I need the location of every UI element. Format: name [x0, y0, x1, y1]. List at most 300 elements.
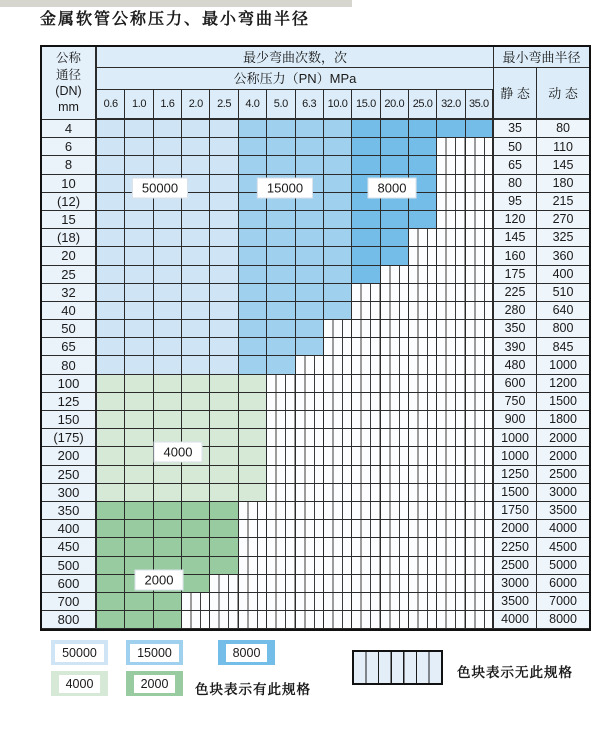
spec-cell [296, 120, 324, 138]
spec-cell [182, 538, 210, 556]
no-spec-cell [437, 211, 465, 229]
spec-cell [182, 120, 210, 138]
spec-cell [324, 175, 352, 193]
no-spec-cell [466, 466, 494, 484]
spec-cell [125, 502, 153, 520]
no-spec-cell [466, 156, 494, 174]
spec-cell [324, 247, 352, 265]
spec-cell [381, 138, 409, 156]
no-spec-cell [409, 447, 437, 465]
dn-cell-450: 450 [42, 538, 97, 556]
dynamic-radius-cell: 4500 [537, 538, 589, 556]
no-spec-cell [409, 229, 437, 247]
no-spec-cell [437, 538, 465, 556]
static-radius-cell: 750 [494, 393, 537, 411]
spec-cell [182, 266, 210, 284]
spec-cell [239, 284, 267, 302]
spec-cell [154, 466, 182, 484]
no-spec-cell [466, 284, 494, 302]
spec-cell [352, 266, 380, 284]
legend-chip-label: 15000 [130, 644, 179, 662]
spec-cell [154, 593, 182, 611]
no-spec-cell [437, 502, 465, 520]
spec-cell [210, 175, 238, 193]
no-spec-cell [381, 447, 409, 465]
no-spec-cell [267, 502, 295, 520]
spec-cell [97, 611, 125, 629]
spec-cell [210, 302, 238, 320]
no-spec-cell [352, 611, 380, 629]
spec-cell [210, 156, 238, 174]
no-spec-cell [466, 447, 494, 465]
no-spec-cell [267, 447, 295, 465]
no-spec-cell [437, 175, 465, 193]
no-spec-cell [466, 429, 494, 447]
spec-cell [239, 302, 267, 320]
no-spec-cell [324, 411, 352, 429]
static-radius-cell: 1750 [494, 502, 537, 520]
no-spec-cell [324, 484, 352, 502]
no-spec-cell [324, 520, 352, 538]
spec-cell [125, 538, 153, 556]
cycles-overlay-label-2000: 2000 [135, 570, 184, 591]
corner-header-line: (DN) [55, 84, 82, 98]
spec-cell [125, 411, 153, 429]
no-spec-cell [352, 447, 380, 465]
static-column-header: 静 态 [494, 68, 537, 120]
spec-cell [125, 320, 153, 338]
dynamic-radius-cell: 325 [537, 229, 589, 247]
no-spec-cell [324, 538, 352, 556]
no-spec-cell [296, 466, 324, 484]
no-spec-cell [381, 320, 409, 338]
no-spec-cell [296, 411, 324, 429]
static-radius-cell: 480 [494, 356, 537, 374]
spec-cell [97, 575, 125, 593]
spec-cell [97, 156, 125, 174]
spec-cell [154, 138, 182, 156]
no-spec-cell [466, 557, 494, 575]
no-spec-cell [296, 502, 324, 520]
no-spec-cell [267, 520, 295, 538]
dn-cell-350: 350 [42, 502, 97, 520]
no-spec-cell [267, 411, 295, 429]
no-spec-cell [437, 138, 465, 156]
no-spec-cell [437, 393, 465, 411]
spec-cell [324, 120, 352, 138]
no-spec-cell [466, 502, 494, 520]
no-spec-cell [409, 557, 437, 575]
spec-cell [97, 393, 125, 411]
spec-cell [267, 229, 295, 247]
spec-cell [210, 411, 238, 429]
static-radius-cell: 1500 [494, 484, 537, 502]
dn-cell-(18): (18) [42, 229, 97, 247]
spec-cell [154, 338, 182, 356]
no-spec-cell [437, 447, 465, 465]
static-radius-cell: 1250 [494, 466, 537, 484]
no-spec-cell [210, 575, 238, 593]
dynamic-radius-cell: 845 [537, 338, 589, 356]
static-radius-cell: 390 [494, 338, 537, 356]
dn-cell-25: 25 [42, 266, 97, 284]
static-radius-cell: 900 [494, 411, 537, 429]
spec-cell [182, 575, 210, 593]
dn-cell-150: 150 [42, 411, 97, 429]
no-spec-cell [182, 593, 210, 611]
spec-cell [154, 156, 182, 174]
no-spec-cell [437, 429, 465, 447]
bend-cycles-header: 最少弯曲次数，次 [97, 47, 494, 68]
legend-chip-50000 [51, 640, 108, 665]
no-spec-cell [352, 320, 380, 338]
no-spec-cell [239, 538, 267, 556]
no-spec-cell [352, 338, 380, 356]
spec-cell [125, 266, 153, 284]
no-spec-cell [381, 411, 409, 429]
spec-cell [210, 284, 238, 302]
spec-cell [352, 247, 380, 265]
spec-cell [210, 557, 238, 575]
spec-cell [97, 193, 125, 211]
no-spec-cell [437, 611, 465, 629]
no-spec-cell [296, 429, 324, 447]
no-spec-cell [381, 593, 409, 611]
dynamic-radius-cell: 2500 [537, 466, 589, 484]
static-radius-cell: 145 [494, 229, 537, 247]
pressure-tick-2.0: 2.0 [182, 90, 210, 120]
spec-cell [97, 138, 125, 156]
spec-cell [97, 120, 125, 138]
no-spec-cell [239, 611, 267, 629]
no-spec-cell [381, 557, 409, 575]
spec-cell [210, 520, 238, 538]
no-spec-cell [324, 611, 352, 629]
spec-cell [97, 557, 125, 575]
pressure-tick-2.5: 2.5 [210, 90, 238, 120]
spec-cell [182, 466, 210, 484]
spec-cell [210, 138, 238, 156]
min-bend-radius-header: 最小弯曲半径 [494, 47, 589, 68]
spec-cell [97, 211, 125, 229]
no-spec-cell [267, 393, 295, 411]
spec-cell [97, 429, 125, 447]
spec-cell [239, 247, 267, 265]
no-spec-cell [437, 338, 465, 356]
spec-cell [324, 193, 352, 211]
spec-cell [154, 520, 182, 538]
spec-cell [267, 138, 295, 156]
static-radius-cell: 1000 [494, 447, 537, 465]
no-spec-cell [381, 484, 409, 502]
spec-cell [125, 429, 153, 447]
no-spec-cell [437, 356, 465, 374]
no-spec-cell [239, 502, 267, 520]
no-spec-cell [466, 247, 494, 265]
no-spec-cell [409, 611, 437, 629]
dynamic-radius-cell: 80 [537, 120, 589, 138]
spec-cell [154, 356, 182, 374]
spec-cell [210, 447, 238, 465]
spec-cell [352, 229, 380, 247]
no-spec-cell [324, 429, 352, 447]
no-spec-cell [381, 393, 409, 411]
no-spec-cell [437, 229, 465, 247]
pressure-tick-20.0: 20.0 [381, 90, 409, 120]
spec-grid [40, 45, 591, 631]
static-radius-cell: 3500 [494, 593, 537, 611]
no-spec-cell [466, 266, 494, 284]
no-spec-cell [324, 466, 352, 484]
static-radius-cell: 4000 [494, 611, 537, 629]
dn-cell-(175): (175) [42, 429, 97, 447]
hose-spec-table [40, 45, 591, 631]
spec-cell [210, 338, 238, 356]
spec-cell [409, 120, 437, 138]
spec-cell [154, 266, 182, 284]
no-spec-cell [381, 302, 409, 320]
spec-cell [125, 338, 153, 356]
no-spec-cell [381, 284, 409, 302]
cycles-overlay-label-15000: 15000 [257, 178, 313, 199]
spec-cell [182, 320, 210, 338]
dn-cell-15: 15 [42, 211, 97, 229]
spec-cell [210, 266, 238, 284]
no-spec-cell [267, 538, 295, 556]
static-radius-cell: 80 [494, 175, 537, 193]
spec-cell [210, 247, 238, 265]
spec-cell [381, 120, 409, 138]
spec-cell [239, 320, 267, 338]
spec-cell [324, 284, 352, 302]
spec-cell [296, 266, 324, 284]
dn-cell-300: 300 [42, 484, 97, 502]
spec-cell [154, 393, 182, 411]
spec-cell [210, 393, 238, 411]
spec-cell [381, 247, 409, 265]
spec-cell [267, 356, 295, 374]
spec-cell [125, 520, 153, 538]
no-spec-cell [437, 156, 465, 174]
spec-cell [154, 120, 182, 138]
no-spec-cell [466, 375, 494, 393]
no-spec-cell [324, 447, 352, 465]
no-spec-cell [352, 557, 380, 575]
dn-cell-100: 100 [42, 375, 97, 393]
dynamic-radius-cell: 2000 [537, 429, 589, 447]
spec-cell [182, 356, 210, 374]
spec-cell [182, 156, 210, 174]
no-spec-cell [352, 538, 380, 556]
spec-cell [296, 156, 324, 174]
no-spec-cell [296, 593, 324, 611]
dn-cell-10: 10 [42, 175, 97, 193]
spec-cell [125, 211, 153, 229]
dynamic-radius-cell: 270 [537, 211, 589, 229]
static-radius-cell: 160 [494, 247, 537, 265]
dynamic-radius-cell: 180 [537, 175, 589, 193]
spec-cell [210, 193, 238, 211]
no-spec-cell [210, 611, 238, 629]
dn-cell-125: 125 [42, 393, 97, 411]
no-spec-cell [466, 138, 494, 156]
no-spec-cell [381, 375, 409, 393]
spec-cell [437, 120, 465, 138]
dn-cell-20: 20 [42, 247, 97, 265]
spec-cell [182, 284, 210, 302]
dn-cell-80: 80 [42, 356, 97, 374]
no-spec-cell [466, 411, 494, 429]
no-spec-cell [466, 356, 494, 374]
spec-cell [97, 593, 125, 611]
dynamic-radius-cell: 1500 [537, 393, 589, 411]
dynamic-radius-cell: 510 [537, 284, 589, 302]
no-spec-cell [324, 593, 352, 611]
no-spec-cell [296, 520, 324, 538]
no-spec-cell [267, 575, 295, 593]
spec-cell [381, 156, 409, 174]
no-spec-cell [381, 429, 409, 447]
spec-cell [125, 229, 153, 247]
no-spec-cell [437, 484, 465, 502]
dynamic-radius-cell: 145 [537, 156, 589, 174]
spec-cell [267, 302, 295, 320]
spec-cell [210, 502, 238, 520]
spec-cell [154, 538, 182, 556]
spec-cell [267, 320, 295, 338]
spec-cell [182, 393, 210, 411]
no-spec-cell [381, 266, 409, 284]
spec-cell [154, 284, 182, 302]
spec-cell [239, 120, 267, 138]
spec-cell [182, 502, 210, 520]
spec-cell [409, 156, 437, 174]
spec-cell [125, 611, 153, 629]
spec-cell [125, 120, 153, 138]
spec-cell [97, 411, 125, 429]
spec-cell [239, 429, 267, 447]
dn-cell-600: 600 [42, 575, 97, 593]
spec-cell [125, 284, 153, 302]
spec-cell [352, 156, 380, 174]
no-spec-cell [352, 284, 380, 302]
spec-cell [210, 466, 238, 484]
no-spec-cell [267, 429, 295, 447]
no-spec-cell [381, 502, 409, 520]
no-spec-cell [210, 593, 238, 611]
static-radius-cell: 2500 [494, 557, 537, 575]
spec-cell [239, 138, 267, 156]
legend-chip-15000 [126, 640, 183, 665]
dynamic-radius-cell: 800 [537, 320, 589, 338]
spec-cell [296, 211, 324, 229]
spec-cell [267, 266, 295, 284]
no-spec-cell [267, 375, 295, 393]
no-spec-cell [437, 466, 465, 484]
spec-cell [154, 502, 182, 520]
static-radius-cell: 50 [494, 138, 537, 156]
static-radius-cell: 2000 [494, 520, 537, 538]
spec-cell [239, 466, 267, 484]
no-spec-cell [437, 575, 465, 593]
no-spec-cell [437, 375, 465, 393]
no-spec-cell [267, 611, 295, 629]
no-spec-cell [437, 247, 465, 265]
pressure-tick-10.0: 10.0 [324, 90, 352, 120]
page-title: 金属软管公称压力、最小弯曲半径 [40, 9, 311, 28]
spec-cell [182, 484, 210, 502]
no-spec-cell [324, 338, 352, 356]
no-spec-cell [409, 502, 437, 520]
dynamic-radius-cell: 4000 [537, 520, 589, 538]
dynamic-radius-cell: 215 [537, 193, 589, 211]
no-spec-cell [352, 375, 380, 393]
no-spec-cell [239, 557, 267, 575]
no-spec-cell [381, 538, 409, 556]
no-spec-cell [409, 575, 437, 593]
no-spec-cell [466, 302, 494, 320]
no-spec-cell [466, 593, 494, 611]
spec-cell [154, 229, 182, 247]
spec-cell [125, 484, 153, 502]
no-spec-cell [409, 466, 437, 484]
static-radius-cell: 175 [494, 266, 537, 284]
no-spec-cell [296, 375, 324, 393]
static-radius-cell: 120 [494, 211, 537, 229]
no-spec-cell [381, 356, 409, 374]
dn-cell-8: 8 [42, 156, 97, 174]
corner-header-line: 公称 [55, 51, 81, 66]
spec-cell [381, 229, 409, 247]
spec-cell [97, 356, 125, 374]
spec-cell [239, 338, 267, 356]
spec-cell [210, 538, 238, 556]
spec-cell [125, 466, 153, 484]
dn-cell-250: 250 [42, 466, 97, 484]
legend-chip-label: 4000 [59, 675, 101, 693]
dn-cell-400: 400 [42, 520, 97, 538]
spec-cell [182, 557, 210, 575]
spec-cell [97, 447, 125, 465]
spec-cell [267, 120, 295, 138]
spec-cell [97, 375, 125, 393]
spec-cell [154, 484, 182, 502]
spec-cell [296, 302, 324, 320]
spec-cell [210, 356, 238, 374]
spec-cell [267, 284, 295, 302]
spec-cell [182, 138, 210, 156]
no-spec-cell [324, 557, 352, 575]
static-radius-cell: 3000 [494, 575, 537, 593]
spec-cell [154, 611, 182, 629]
legend-chip-8000 [218, 640, 275, 665]
spec-cell [125, 156, 153, 174]
dn-cell-(12): (12) [42, 193, 97, 211]
no-spec-cell [352, 393, 380, 411]
spec-cell [154, 320, 182, 338]
no-spec-cell [352, 593, 380, 611]
no-spec-cell [437, 520, 465, 538]
spec-cell [267, 211, 295, 229]
cycles-overlay-label-8000: 8000 [368, 178, 417, 199]
dynamic-radius-cell: 110 [537, 138, 589, 156]
pressure-tick-6.3: 6.3 [296, 90, 324, 120]
no-spec-cell [409, 538, 437, 556]
no-spec-cell [296, 484, 324, 502]
no-spec-cell [437, 284, 465, 302]
spec-cell [352, 120, 380, 138]
dynamic-radius-cell: 1200 [537, 375, 589, 393]
